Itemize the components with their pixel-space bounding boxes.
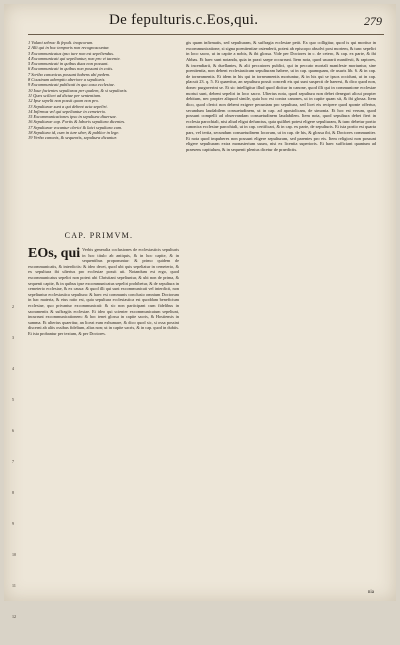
margin-number: 12 — [12, 614, 16, 619]
header-rule — [28, 34, 384, 35]
index-entry: 17 Sepulturae vocantur clerici & laici sepultura cum. — [28, 124, 123, 130]
index-entry: 2 Alli qui in hoc temporis non recognoscuntur. — [28, 45, 110, 51]
index-entry: 14 Infirmus vel qui sepeliuntur in cemeterio. — [28, 108, 107, 114]
index-entry: 8 Cousinum ademptio uberiore a sepulturis. — [28, 77, 106, 83]
index-entry: 5 Excommunicati in quibus duas non possunt. — [28, 61, 109, 67]
summary-index — [28, 40, 178, 141]
drop-initial-word: EOs, qui — [28, 246, 81, 261]
index-entry: 9 Excommunicati publicati in quo casu ecclesiae. — [28, 82, 115, 88]
right-text-column — [186, 40, 376, 153]
margin-number: 6 — [12, 428, 14, 433]
index-entry: 16 Sepulturae cap. Fortis & laboris sepultura dicentes. — [28, 119, 126, 125]
index-entry: 1 Vulani sebrac & fepult. inopcorum. — [28, 40, 94, 45]
margin-numbers — [12, 304, 28, 645]
margin-number: 8 — [12, 490, 14, 495]
index-entry: 19 Verba canonis, & sequentis, sepultura dicuntur. — [28, 135, 117, 141]
book-page — [4, 4, 396, 619]
right-column-body: gis quam infirmatis, sed sepulturam, & suffragia ecclesiae petit. Ex quo colligitur, quod is qui moritur in excommunicatione, si signa poenitentiae ostenderit, potest ab episcopo absolvi post mortem, & tunc sepeliri in loco sacro, ut in capite a nobis, & ibi glossa. Vide per Doctores in c. de cetero, & cap. ex parte, & ibi Abbas. Et haec sunt notanda, quia in praxi saepe occurrunt. Item nota, quod usurarii manifesti, & raptores, & incendiarii, & duellantes, & alii peccatores publici, qui in peccato mortali manifeste moriuntur, sine poenitentia, non debent ecclesiasticam sepulturam habere, ut in cap. quamquam, de usuris lib. 6. & in cap. de torneamentis. Et idem in his qui in torneamentis moriuntur, & in his qui se ipsos occidunt, ut in cap. placuit 23. q. 5. Et quaeritur, an sepultura possit concedi eis qui sunt suspecti de haeresi, & dico quod non, donec purgaverint se. Et sic intelligitur illud quod dicitur in canone, quod illi qui in communione ecclesiae mortui sunt, debent sepeliri in loco sacro. Ulterius nota, quod sepultura non debet denegari alicui propter debitum, nec propter aliquod simile, quia hoc est contra canones, ut in capite quam sit, & ibi glossa. Item dico, quod clerici non debent exigere pecuniam pro sepultura, sed licet eis recipere quod sponte offertur, secundum laudabilem consuetudinem, ut in cap. ad apostolicam, de simonia. Et hoc est verum, quod possunt compelli ad observandam consuetudinem laudabilem. Item nota, quod sepultura debet fieri in ecclesia parochiali, nisi aliud eligat defunctus, quia quilibet potest eligere sepulturam, & tunc debetur portio canonica ecclesiae parochiali, ut in cap. certificari, & in cap. ex parte, de sepulturis. Et ista portio est quarta pars, vel tertia, secundum consuetudinem locorum, ut in cap. de his, & glossa ibi, & Doctores communiter. Et nota quod impuberes non possunt eligere sepulturam, sed parentes pro eis. Item religiosi non possunt eligere sepulturam extra monasterium suum, nisi ex licentia superioris. Et haec sufficiant quantum ad praesens capitulum, & in sequenti plenius dicetur de praedictis. — [186, 40, 376, 152]
margin-number: 5 — [12, 397, 14, 402]
index-entry: 3 Excommunicatus ipso iure non est sepeliendus. — [28, 50, 115, 56]
margin-number: 9 — [12, 521, 14, 526]
index-entry: 12 Ipse sepelit non possit quom non pro. — [28, 98, 100, 104]
margin-number: 2 — [12, 304, 14, 309]
chapter-heading: CAP. PRIMVM. — [64, 231, 134, 240]
index-entry: 4 Excommunicati qui sepeliuntur, non pro vi tacente. — [28, 55, 121, 61]
left-text-column — [28, 247, 179, 337]
index-entry: 15 Excommunicationes ipso in sepultura diuersae. — [28, 114, 117, 120]
margin-number: 7 — [12, 459, 14, 464]
catchword: nia — [367, 590, 374, 595]
index-entry: 13 Sepulturae sunt a qui debent acta sepeliri. — [28, 103, 108, 109]
margin-number: 11 — [12, 583, 16, 588]
index-entry: 18 Sepultura id, cum in iure uber, & publice in lege. — [28, 130, 120, 136]
margin-number: 3 — [12, 335, 14, 340]
margin-number: 4 — [12, 366, 14, 371]
index-entry: 11 Ques scilicet ad dictae per sententiam. — [28, 92, 102, 98]
running-title: De fepulturis.c.Eos,qui. — [109, 12, 259, 28]
margin-number: 10 — [12, 552, 16, 557]
index-entry: 7 Scriba canonicus possunt habens ubi pedem. — [28, 71, 111, 77]
index-entry: 10 Ioue facientes sepulturas per qualem, & si sepulturis. — [28, 87, 128, 93]
left-column-body: Verbis generalia coclusiones de ecclesiasticis sepulturis in hoc titulo ab antiquis, & in hoc capite, & in sequentibus proponuntur: & primo quidem de excommunicatis, & interdictis: & ideo decet, quod ubi quis sepeliatur in cemeterio, & ex sepultura ibi ulterius pro ecclesiae possit uti. Notandum est ergo, quod excommunicatus sepeliri non potest ubi Christiani sepeliuntur, & ubi non de prima, & sequenti capite, & in quibus ipse excommunicatus sepeliri prohibetur, & de sepultura in cemeterio ecclesiae, & ex causa: & quod illi qui sunt excommunicati vel interdicti, non sepeliuntur ecclesiastica sepultura: & haec est communis conclusio omnium Doctorum in hac materia, & eius ratio est, quia sepultura ecclesiastica est quoddam beneficium ecclesiae, quo privantur excommunicati: & sic non participant cum fidelibus in sacramentis & suffragiis ecclesiae. Et ideo qui scienter excommunicatum sepeliunt, incurrunt excommunicationem: & hoc tenet glossa in capite sacris, & Hostiensis in summa. Et ulterius quaeritur, an liceat eum exhumare, & dico quod sic, si ossa possint discerni ab aliis ossibus fidelium, alias non; ut in capite sacris, & in cap. quod in dubiis. Et ista probantur per textum, & per Doctores. — [28, 247, 179, 336]
folio-number: 279 — [364, 14, 382, 28]
index-entry: 6 Excommunicati in quibus non possunt in cotis. — [28, 66, 114, 72]
